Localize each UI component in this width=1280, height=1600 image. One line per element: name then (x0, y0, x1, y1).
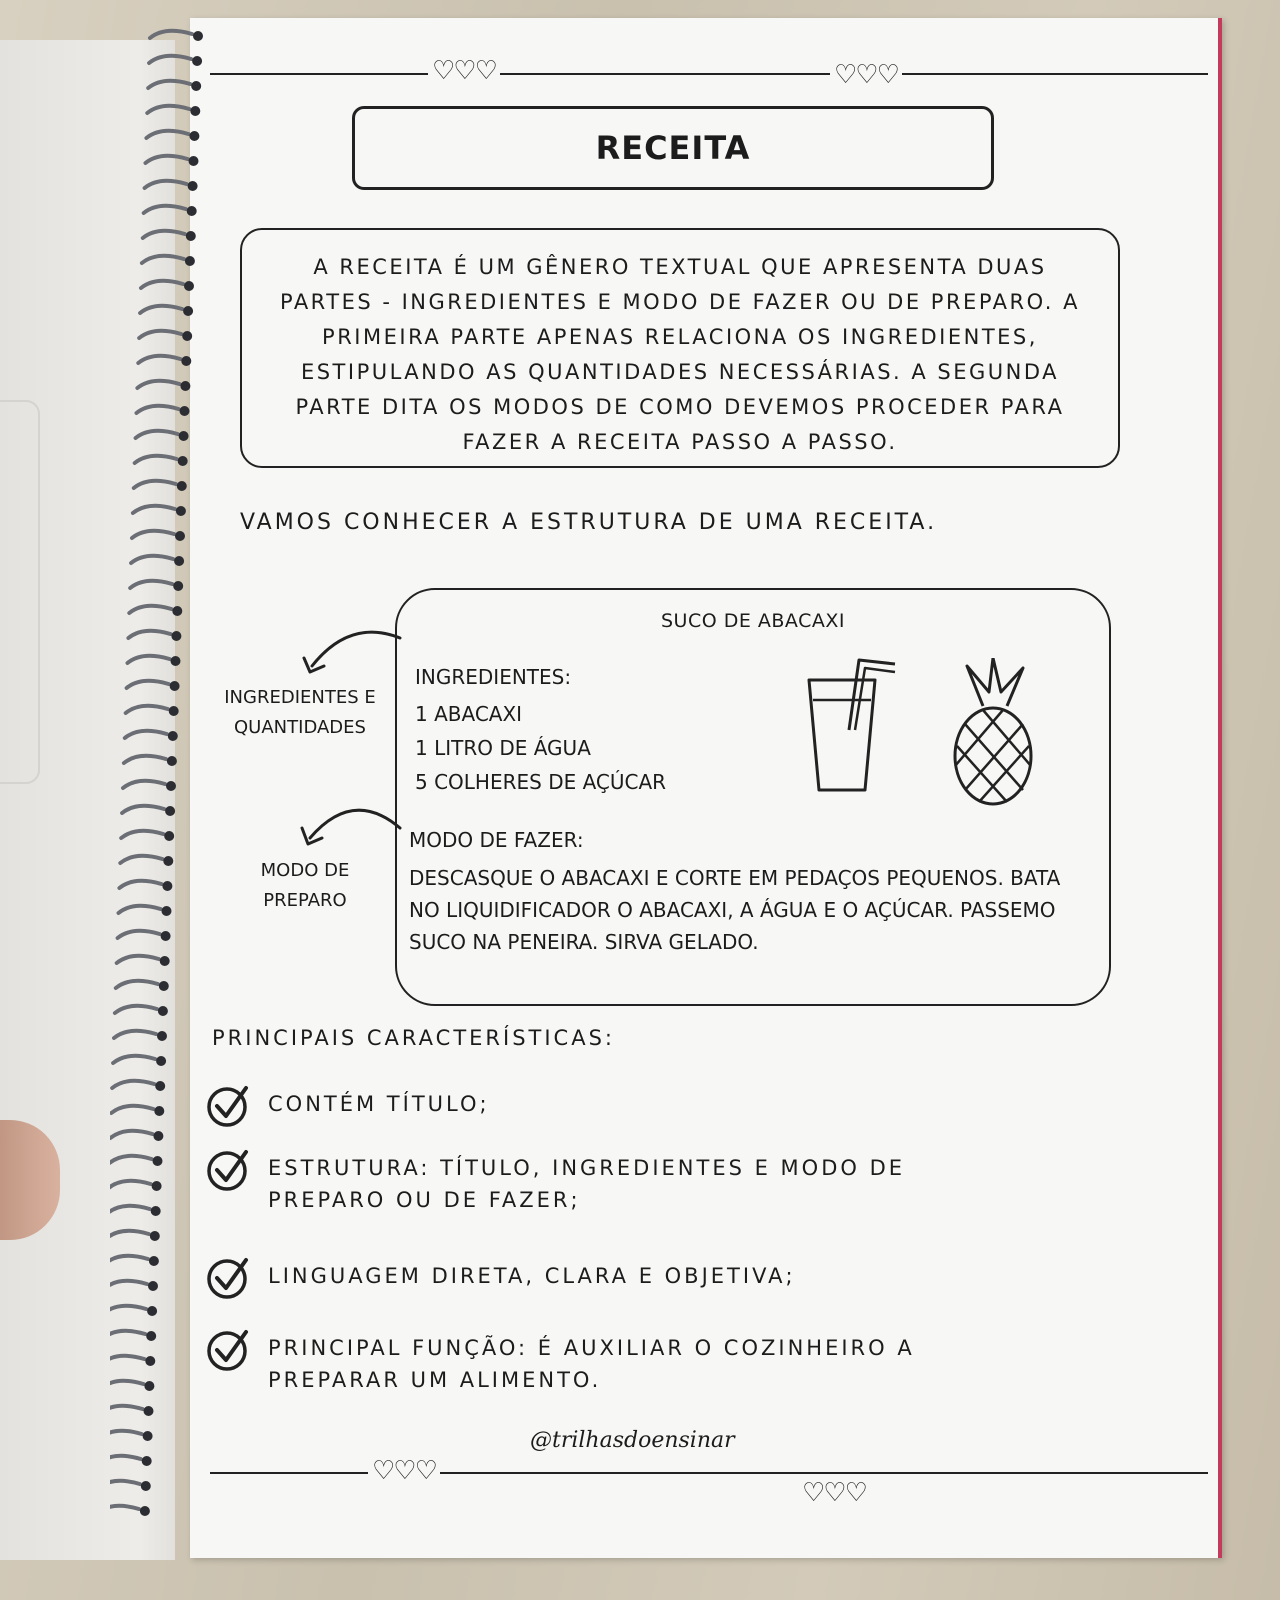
pineapple-icon (937, 658, 1047, 808)
prep-label-line1: MODO DE (260, 860, 350, 881)
spiral-coil (110, 1181, 162, 1191)
list-item: 1 ABACAXI (415, 702, 523, 726)
spiral-coil (110, 1231, 160, 1241)
spiral-coil (146, 131, 199, 141)
page-title-text: RECEITA (595, 129, 751, 167)
spiral-coil (143, 231, 196, 241)
spiral-coil (129, 606, 182, 616)
notebook-page (190, 18, 1222, 1558)
recipe-example-box (395, 588, 1111, 1006)
spiral-coil (134, 481, 187, 491)
spiral-coil (145, 181, 198, 191)
spiral-coil (136, 431, 189, 441)
spiral-coil (140, 306, 193, 316)
spiral-coil (133, 506, 186, 516)
prep-label-line2: PREPARO (263, 890, 347, 911)
spiral-coil (110, 1131, 163, 1141)
spiral-coil (115, 1006, 168, 1016)
spiral-coil (122, 806, 175, 816)
spiral-coil (110, 1481, 151, 1491)
preparation-heading: MODO DE FAZER: (409, 828, 584, 852)
spiral-coil (110, 1381, 154, 1391)
curved-arrow-icon (288, 788, 408, 858)
author-signature: @trilhasdoensinar (530, 1428, 735, 1453)
left-page-faint-box (0, 400, 40, 784)
spiral-coil (132, 531, 185, 541)
definition-text: A RECEITA É UM GÊNERO TEXTUAL QUE APRESENTA DUAS PARTES - INGREDIENTES E MODO DE FAZER OU DE PREPARO. A PRIMEIRA PARTE APENAS RELACIONA OS INGREDIENTES, ESTIPULANDO AS QUANTIDADES NECESSÁRIAS. A SEGUNDA PARTE DITA OS MODOS DE COMO DEVEMOS PROCEDER PARA FAZER A RECEITA PASSO A PASSO. (280, 255, 1080, 454)
spiral-coil (142, 256, 195, 266)
ingredients-label-line1: INGREDIENTES E (224, 687, 376, 708)
glass-with-straw-icon (797, 650, 907, 800)
spiral-coil (120, 856, 173, 866)
spiral-coil (110, 1156, 163, 1166)
spiral-coil (124, 756, 177, 766)
feature-text: LINGUAGEM DIRETA, CLARA E OBJETIVA; (268, 1264, 796, 1288)
feature-text: CONTÉM TÍTULO; (268, 1092, 490, 1116)
ingredients-heading: INGREDIENTES: (415, 665, 572, 689)
spiral-coil (118, 931, 171, 941)
spiral-coil (147, 106, 200, 116)
intro-text: VAMOS CONHECER A ESTRUTURA DE UMA RECEITA. (240, 510, 938, 535)
spiral-coil (138, 356, 191, 366)
spiral-coil (113, 1056, 166, 1066)
spiral-coil (131, 556, 184, 566)
feature-text: ESTRUTURA: TÍTULO, INGREDIENTES E MODO DE PREPARO OU DE FAZER; (268, 1156, 906, 1212)
top-border-line (210, 73, 1208, 75)
spiral-coil (149, 56, 202, 66)
spiral-coil (119, 906, 172, 916)
spiral-coil (126, 706, 179, 716)
spiral-coil (110, 1256, 159, 1266)
hearts-ornament-icon: ♡♡♡ (830, 62, 902, 88)
spiral-coil (137, 381, 190, 391)
spiral-coil (144, 206, 197, 216)
ingredients-list (415, 697, 666, 799)
hearts-ornament-icon: ♡♡♡ (368, 1458, 440, 1484)
spiral-coil (141, 281, 194, 291)
spiral-coil (117, 956, 170, 966)
spiral-coil (110, 1431, 153, 1441)
spiral-coil (110, 1331, 156, 1341)
spiral-binding (110, 20, 220, 1540)
hearts-ornament-icon: ♡♡♡ (798, 1480, 870, 1506)
recipe-title: SUCO DE ABACAXI (661, 610, 845, 632)
spiral-coil (148, 81, 201, 91)
spiral-coil (112, 1081, 165, 1091)
spiral-coil (137, 406, 190, 416)
list-item: 1 LITRO DE ÁGUA (415, 736, 591, 760)
spiral-coil (110, 1206, 161, 1216)
spiral-coil (119, 881, 172, 891)
spiral-coil (135, 456, 188, 466)
spiral-coil (130, 581, 183, 591)
spiral-coil (139, 331, 192, 341)
spiral-coil (110, 1456, 152, 1466)
spiral-coil (116, 981, 169, 991)
spiral-coil (123, 781, 176, 791)
spiral-coil (146, 156, 199, 166)
feature-text: PRINCIPAL FUNÇÃO: É AUXILIAR O COZINHEIRO A PREPARAR UM ALIMENTO. (268, 1336, 915, 1392)
spiral-coil (128, 656, 181, 666)
preparation-text: DESCASQUE O ABACAXI E CORTE EM PEDAÇOS PEQUENOS. BATA NO LIQUIDIFICADOR O ABACAXI, A ÁGUA E O AÇÚCAR. PASSEMO SUCO NA PENEIRA. SIRVA GELADO. (409, 866, 1061, 954)
spiral-coil (114, 1031, 167, 1041)
spiral-coil (110, 1406, 154, 1416)
page-title (352, 106, 994, 190)
features-heading: PRINCIPAIS CARACTERÍSTICAS: (212, 1026, 615, 1050)
spiral-coil (111, 1106, 164, 1116)
spiral-coil (110, 1281, 158, 1291)
prep-side-label (230, 856, 380, 916)
spiral-coil (128, 631, 181, 641)
hearts-ornament-icon: ♡♡♡ (428, 58, 500, 84)
bottom-border-line (210, 1472, 1208, 1474)
spiral-coil (110, 1306, 157, 1316)
spiral-coil (127, 681, 180, 691)
ingredients-label-line2: QUANTIDADES (234, 717, 366, 738)
list-item: 5 COLHERES DE AÇÚCAR (415, 770, 667, 794)
definition-box (240, 228, 1120, 468)
spiral-coil (125, 731, 178, 741)
spiral-coil (150, 31, 203, 41)
spiral-coil (110, 1506, 150, 1516)
ingredients-side-label (210, 683, 390, 743)
curved-arrow-icon (290, 616, 410, 686)
spiral-coil (121, 831, 174, 841)
spiral-coil (110, 1356, 155, 1366)
